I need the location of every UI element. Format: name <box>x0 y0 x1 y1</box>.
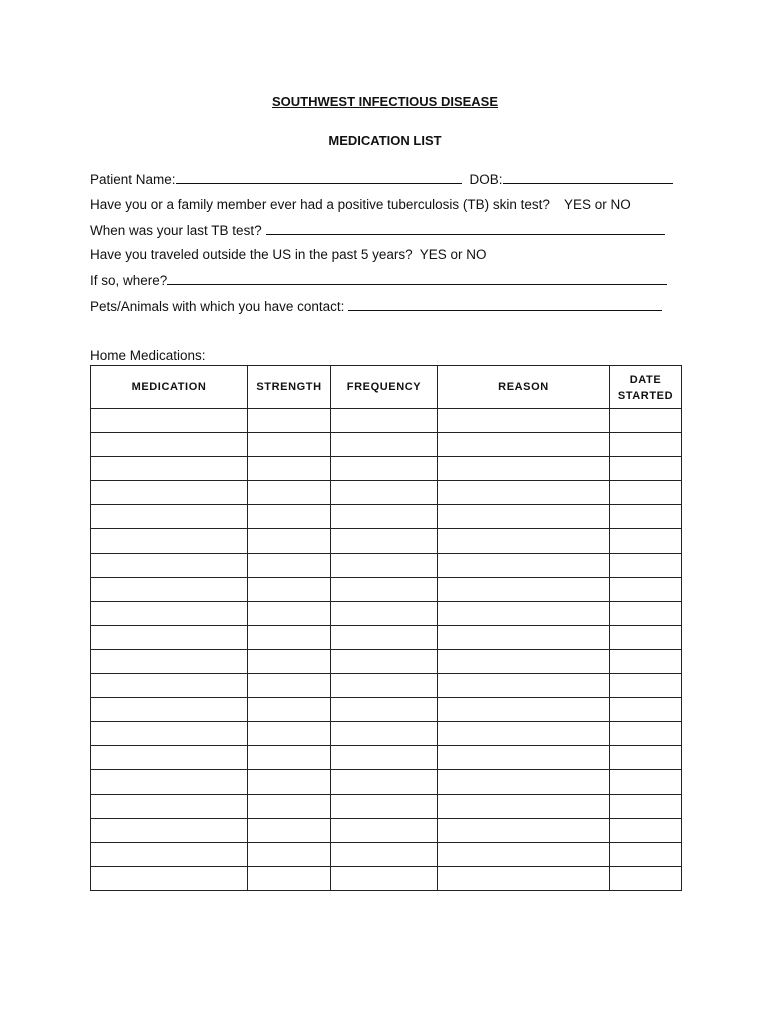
patient-name-label: Patient Name: <box>90 172 176 187</box>
tb-answer-options[interactable]: YES or NO <box>563 197 631 212</box>
frequency-cell[interactable] <box>331 746 438 770</box>
col-reason: REASON <box>438 366 610 409</box>
reason-cell[interactable] <box>438 698 610 722</box>
reason-cell[interactable] <box>438 818 610 842</box>
date-started-cell[interactable] <box>610 481 682 505</box>
strength-cell[interactable] <box>248 553 331 577</box>
tb-question: Have you or a family member ever had a positive tuberculosis (TB) skin test? <box>90 197 550 212</box>
table-row <box>91 601 682 625</box>
table-row <box>91 409 682 433</box>
if-so-where-line <box>90 272 667 288</box>
medication-cell[interactable] <box>91 842 248 866</box>
table-header-row <box>91 366 682 409</box>
frequency-cell[interactable] <box>331 433 438 457</box>
date-started-cell[interactable] <box>610 433 682 457</box>
reason-cell[interactable] <box>438 409 610 433</box>
date-started-cell[interactable] <box>610 866 682 890</box>
dob-label: DOB: <box>469 172 503 187</box>
strength-cell[interactable] <box>248 409 331 433</box>
col-date-started <box>610 366 682 409</box>
reason-cell[interactable] <box>438 481 610 505</box>
date-started-cell[interactable] <box>610 842 682 866</box>
reason-cell[interactable] <box>438 649 610 673</box>
strength-cell[interactable] <box>248 577 331 601</box>
travel-question-line <box>90 247 486 262</box>
strength-cell[interactable] <box>248 674 331 698</box>
reason-cell[interactable] <box>438 433 610 457</box>
col-strength: STRENGTH <box>248 366 331 409</box>
strength-cell[interactable] <box>248 649 331 673</box>
medication-cell[interactable] <box>91 866 248 890</box>
reason-cell[interactable] <box>438 842 610 866</box>
reason-cell[interactable] <box>438 457 610 481</box>
strength-cell[interactable] <box>248 794 331 818</box>
medication-cell[interactable] <box>91 674 248 698</box>
medication-cell[interactable] <box>91 649 248 673</box>
frequency-cell[interactable] <box>331 409 438 433</box>
col-started-word: STARTED <box>617 390 674 402</box>
medication-cell[interactable] <box>91 409 248 433</box>
frequency-cell[interactable] <box>331 457 438 481</box>
date-started-cell[interactable] <box>610 698 682 722</box>
reason-cell[interactable] <box>438 553 610 577</box>
table-row <box>91 433 682 457</box>
reason-cell[interactable] <box>438 866 610 890</box>
table-row <box>91 722 682 746</box>
pets-field[interactable] <box>348 298 662 311</box>
frequency-cell[interactable] <box>331 481 438 505</box>
frequency-cell[interactable] <box>331 529 438 553</box>
frequency-cell[interactable] <box>331 649 438 673</box>
strength-cell[interactable] <box>248 698 331 722</box>
frequency-cell[interactable] <box>331 577 438 601</box>
frequency-cell[interactable] <box>331 818 438 842</box>
reason-cell[interactable] <box>438 722 610 746</box>
pets-line <box>90 298 662 314</box>
medication-cell[interactable] <box>91 553 248 577</box>
medication-cell[interactable] <box>91 746 248 770</box>
date-started-cell[interactable] <box>610 529 682 553</box>
patient-name-field[interactable] <box>176 171 462 184</box>
reason-cell[interactable] <box>438 746 610 770</box>
strength-cell[interactable] <box>248 457 331 481</box>
table-row <box>91 649 682 673</box>
date-started-cell[interactable] <box>610 625 682 649</box>
medication-cell[interactable] <box>91 433 248 457</box>
frequency-cell[interactable] <box>331 601 438 625</box>
table-row <box>91 794 682 818</box>
date-started-cell[interactable] <box>610 577 682 601</box>
last-tb-test-field[interactable] <box>266 222 665 235</box>
reason-cell[interactable] <box>438 794 610 818</box>
strength-cell[interactable] <box>248 601 331 625</box>
dob-field[interactable] <box>503 171 673 184</box>
table-row <box>91 698 682 722</box>
medication-cell[interactable] <box>91 457 248 481</box>
frequency-cell[interactable] <box>331 625 438 649</box>
table-row <box>91 746 682 770</box>
frequency-cell[interactable] <box>331 505 438 529</box>
date-started-cell[interactable] <box>610 794 682 818</box>
table-row <box>91 577 682 601</box>
medication-cell[interactable] <box>91 601 248 625</box>
reason-cell[interactable] <box>438 601 610 625</box>
medication-cell[interactable] <box>91 577 248 601</box>
medication-table <box>90 365 682 891</box>
frequency-cell[interactable] <box>331 770 438 794</box>
if-so-where-field[interactable] <box>167 272 667 285</box>
frequency-cell[interactable] <box>331 553 438 577</box>
patient-info-line <box>90 171 673 187</box>
date-started-cell[interactable] <box>610 457 682 481</box>
col-date-word: DATE <box>629 374 662 386</box>
frequency-cell[interactable] <box>331 842 438 866</box>
table-row <box>91 674 682 698</box>
frequency-cell[interactable] <box>331 722 438 746</box>
table-row <box>91 770 682 794</box>
strength-cell[interactable] <box>248 433 331 457</box>
last-tb-test-label: When was your last TB test? <box>90 223 262 238</box>
form-title: MEDICATION LIST <box>328 133 442 148</box>
medication-cell[interactable] <box>91 770 248 794</box>
medication-cell[interactable] <box>91 505 248 529</box>
travel-question: Have you traveled outside the US in the past 5 years? <box>90 247 413 262</box>
frequency-cell[interactable] <box>331 866 438 890</box>
date-started-cell[interactable] <box>610 818 682 842</box>
table-row <box>91 505 682 529</box>
last-tb-test-line <box>90 222 665 238</box>
medication-cell[interactable] <box>91 698 248 722</box>
date-started-cell[interactable] <box>610 674 682 698</box>
strength-cell[interactable] <box>248 481 331 505</box>
strength-cell[interactable] <box>248 529 331 553</box>
date-started-cell[interactable] <box>610 746 682 770</box>
travel-answer-options[interactable]: YES or NO <box>419 247 487 262</box>
reason-cell[interactable] <box>438 505 610 529</box>
medication-table-wrap <box>90 365 682 891</box>
date-started-cell[interactable] <box>610 553 682 577</box>
if-so-where-label: If so, where? <box>90 273 168 288</box>
col-medication: MEDICATION <box>91 366 248 409</box>
reason-cell[interactable] <box>438 674 610 698</box>
medication-cell[interactable] <box>91 794 248 818</box>
table-row <box>91 481 682 505</box>
medication-cell[interactable] <box>91 481 248 505</box>
medication-cell[interactable] <box>91 625 248 649</box>
strength-cell[interactable] <box>248 722 331 746</box>
date-started-cell[interactable] <box>610 601 682 625</box>
reason-cell[interactable] <box>438 625 610 649</box>
strength-cell[interactable] <box>248 746 331 770</box>
table-row <box>91 866 682 890</box>
date-started-cell[interactable] <box>610 649 682 673</box>
strength-cell[interactable] <box>248 866 331 890</box>
strength-cell[interactable] <box>248 770 331 794</box>
reason-cell[interactable] <box>438 770 610 794</box>
table-row <box>91 625 682 649</box>
frequency-cell[interactable] <box>331 698 438 722</box>
date-started-cell[interactable] <box>610 409 682 433</box>
table-row <box>91 529 682 553</box>
pets-label: Pets/Animals with which you have contact: <box>90 299 345 314</box>
medication-cell[interactable] <box>91 529 248 553</box>
table-row <box>91 842 682 866</box>
table-row <box>91 553 682 577</box>
tb-question-line <box>90 197 631 212</box>
strength-cell[interactable] <box>248 625 331 649</box>
date-started-cell[interactable] <box>610 770 682 794</box>
medication-cell[interactable] <box>91 818 248 842</box>
table-row <box>91 818 682 842</box>
medication-cell[interactable] <box>91 722 248 746</box>
reason-cell[interactable] <box>438 577 610 601</box>
frequency-cell[interactable] <box>331 794 438 818</box>
medication-table-body <box>91 409 682 891</box>
date-started-cell[interactable] <box>610 505 682 529</box>
strength-cell[interactable] <box>248 818 331 842</box>
date-started-cell[interactable] <box>610 722 682 746</box>
reason-cell[interactable] <box>438 529 610 553</box>
home-medications-label: Home Medications: <box>90 348 206 363</box>
table-row <box>91 457 682 481</box>
org-title: SOUTHWEST INFECTIOUS DISEASE <box>271 94 499 109</box>
frequency-cell[interactable] <box>331 674 438 698</box>
strength-cell[interactable] <box>248 842 331 866</box>
col-frequency: FREQUENCY <box>331 366 438 409</box>
strength-cell[interactable] <box>248 505 331 529</box>
